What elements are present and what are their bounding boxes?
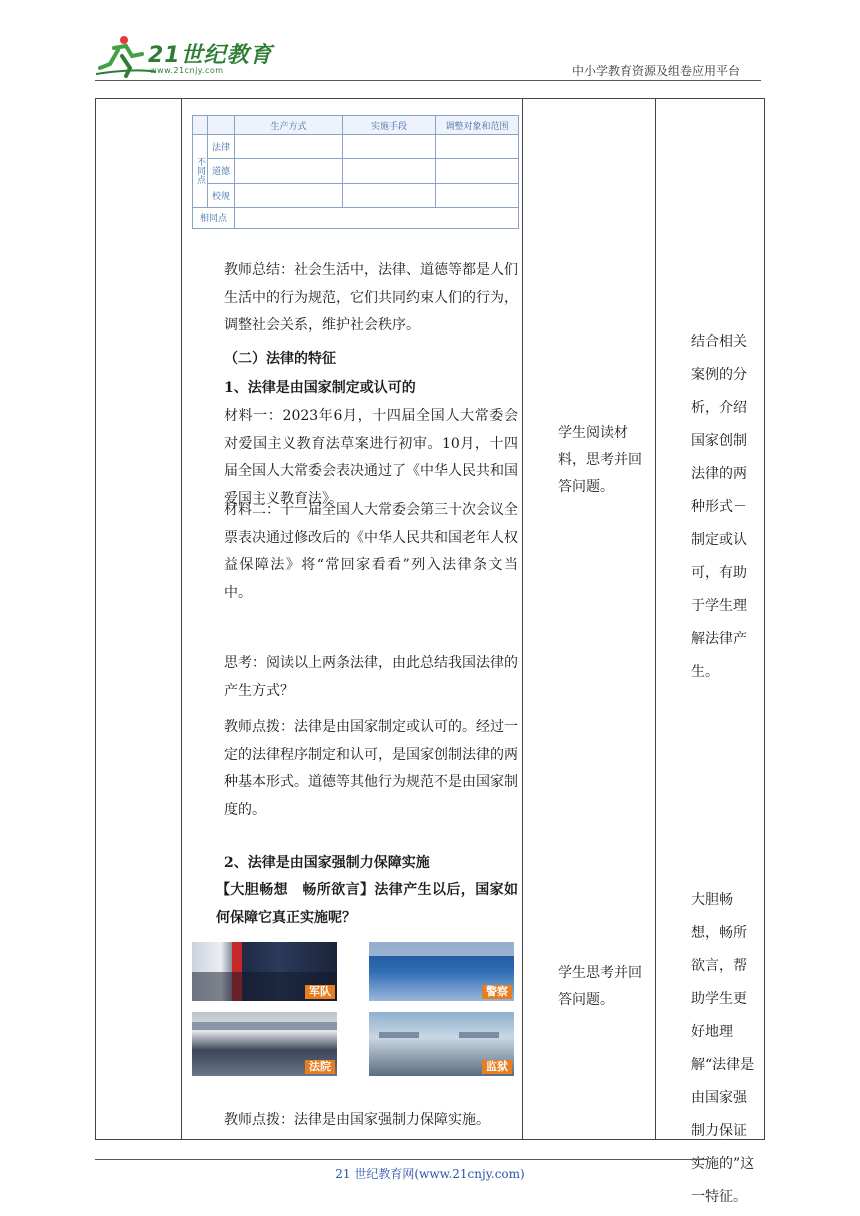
footer-text: 21 世纪教育网(www.21cnjy.com) bbox=[335, 1167, 525, 1181]
logo-url: www.21cnjy.com bbox=[150, 66, 224, 75]
header-divider bbox=[95, 80, 761, 81]
brainstorm-question: 【大胆畅想 畅所欲言】法律产生以后，国家如何保障它真正实施呢？ bbox=[216, 882, 518, 926]
row-label: 法律 bbox=[208, 135, 235, 159]
design-intent-2: 大胆畅想，畅所欲言，帮助学生更好地理解“法律是由国家强制力保证实施的”这一特征。 bbox=[691, 892, 755, 1205]
col-header: 调整对象和范围 bbox=[436, 116, 519, 135]
photo-label: 军队 bbox=[305, 985, 335, 999]
row-label: 校规 bbox=[208, 183, 235, 207]
point-heading-1: 1、法律是由国家制定或认可的 bbox=[224, 380, 416, 396]
same-label: 相同点 bbox=[193, 207, 235, 228]
column-divider-3 bbox=[655, 98, 656, 1140]
material-1: 材料一：2023年6月，十四届全国人大常委会对爱国主义教育法草案进行初审。10月，十四届全国人大常委会表决通过了《中华人民共和国爱国主义教育法》。 bbox=[224, 408, 518, 507]
teacher-guide-1: 教师点拨：法律是由国家制定或认可的。经过一定的法律程序制定和认可，是国家创制法律的两种基本形式。道德等其他行为规范不是由国家制度的。 bbox=[224, 719, 518, 818]
point-heading-2: 2、法律是由国家强制力保障实施 bbox=[224, 855, 430, 871]
photo-label: 法院 bbox=[305, 1060, 335, 1074]
section-heading: （二）法律的特征 bbox=[224, 351, 336, 367]
col-header: 实施手段 bbox=[343, 116, 436, 135]
group-label: 不同点 bbox=[193, 135, 208, 208]
column-divider-1 bbox=[181, 98, 182, 1140]
photo-army bbox=[192, 942, 337, 1001]
photo-court bbox=[192, 1012, 337, 1076]
photo-label: 警察 bbox=[482, 985, 512, 999]
row-label: 道德 bbox=[208, 159, 235, 183]
material-2: 材料二：十一届全国人大常委会第三十次会议全票表决通过修改后的《中华人民共和国老年人权益保障法》将“常回家看看”列入法律条文当中。 bbox=[224, 502, 518, 601]
student-activity-1: 学生阅读材料，思考并回答问题。 bbox=[558, 425, 642, 495]
student-activity-2: 学生思考并回答问题。 bbox=[558, 965, 642, 1008]
photo-police bbox=[369, 942, 514, 1001]
platform-title: 中小学教育资源及组卷应用平台 bbox=[572, 64, 741, 78]
think-question: 思考：阅读以上两条法律，由此总结我国法律的产生方式？ bbox=[224, 655, 518, 699]
column-divider-2 bbox=[522, 98, 523, 1140]
photo-prison bbox=[369, 1012, 514, 1076]
footer-divider bbox=[95, 1159, 707, 1160]
teacher-guide-2: 教师点拨：法律是由国家强制力保障实施。 bbox=[224, 1112, 490, 1128]
design-intent-1: 结合相关案例的分析，介绍国家创制法律的两种形式－制定或认可，有助于学生理解法律产生。 bbox=[691, 334, 747, 680]
col-header: 生产方式 bbox=[235, 116, 343, 135]
photo-label: 监狱 bbox=[482, 1060, 512, 1074]
logo-text: 21世纪教育 bbox=[148, 43, 273, 68]
comparison-table bbox=[192, 115, 519, 229]
teacher-summary: 教师总结：社会生活中，法律、道德等都是人们生活中的行为规范，它们共同约束人们的行为，调整社会关系，维护社会秩序。 bbox=[224, 262, 518, 333]
